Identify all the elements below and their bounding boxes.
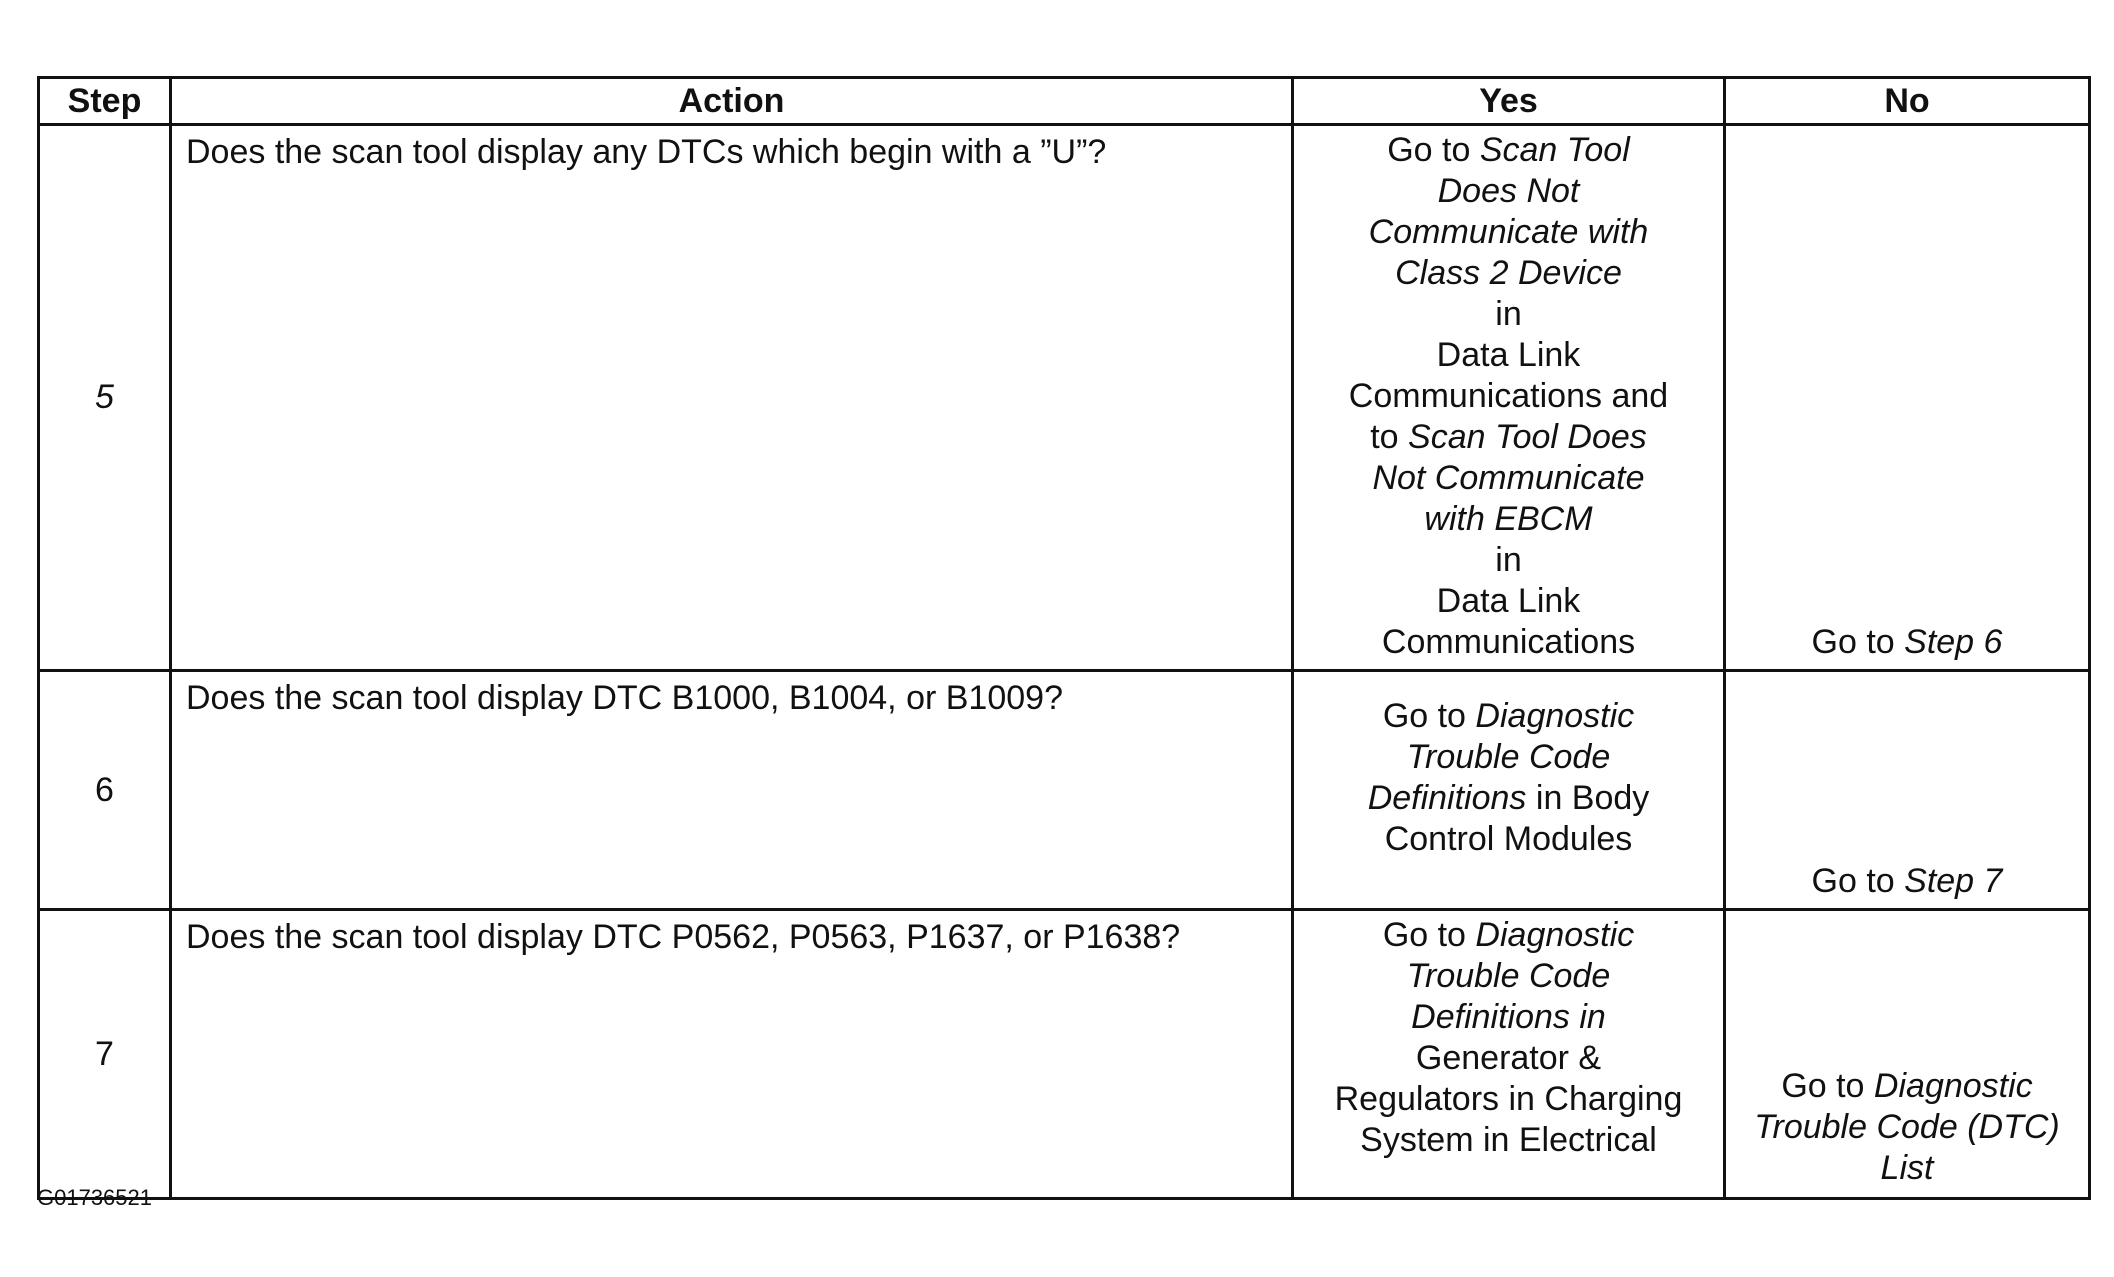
cell-text: Data Link [1436,336,1581,374]
cell-italic-text: Diagnostic [1475,697,1635,735]
cell-line [1726,1066,2088,1107]
yes-cell [1293,125,1725,671]
cell-italic-text: Does Not [1437,172,1580,210]
cell-line [1294,1038,1723,1079]
cell-italic-text: Trouble Code [1406,738,1611,776]
yes-cell [1293,910,1725,1199]
cell-italic-text: Step 6 [1904,623,2003,661]
cell-text: Data Link [1436,582,1581,620]
cell-italic-text: List [1880,1149,1934,1187]
cell-line [1294,417,1723,458]
cell-text: Communications and [1348,377,1669,415]
figure-id: G01736521 [37,1185,152,1210]
cell-text: System in Electrical [1360,1121,1657,1159]
step-number: 6 [39,671,171,910]
cell-italic-text: Communicate with [1368,213,1649,251]
action-text: Does the scan tool display DTC P0562, P0563, P1637, or P1638? [171,910,1293,1199]
cell-text: in [1495,541,1522,579]
diagnostic-table [37,76,2091,1200]
cell-italic-text: Step 7 [1904,862,2003,900]
cell-line [1726,622,2088,663]
cell-line [1294,997,1723,1038]
cell-text: in [1495,295,1522,333]
header-yes: Yes [1293,78,1725,125]
cell-text: Regulators in Charging [1334,1080,1683,1118]
cell-italic-text: Not Communicate [1372,459,1645,497]
cell-line [1294,540,1723,581]
no-cell [1725,910,2090,1199]
cell-line [1294,376,1723,417]
cell-line [1294,1120,1723,1161]
cell-text: Go to [1387,131,1480,169]
cell-italic-text: Diagnostic [1873,1067,2033,1105]
cell-italic-text: with EBCM [1424,500,1593,538]
step-number: 7 [39,910,171,1199]
header-step: Step [39,78,171,125]
cell-line [1294,253,1723,294]
cell-line [1294,1079,1723,1120]
cell-italic-text: Scan Tool [1479,131,1630,169]
cell-line [1294,819,1723,860]
cell-italic-text: Trouble Code (DTC) [1754,1108,2060,1146]
no-cell [1725,125,2090,671]
cell-italic-text: Scan Tool Does [1408,418,1647,456]
cell-line [1726,861,2088,902]
cell-text: Control Modules [1384,820,1633,858]
cell-line [1294,581,1723,622]
cell-line [1294,499,1723,540]
cell-italic-text: Class 2 Device [1395,254,1622,292]
cell-italic-text: Trouble Code [1406,957,1611,995]
table-row [39,671,2090,910]
cell-line [1294,778,1723,819]
yes-cell [1293,671,1725,910]
cell-line [1294,696,1723,737]
cell-text: Go to [1811,862,1905,900]
header-action: Action [171,78,1293,125]
cell-italic-text: Definitions in [1411,998,1606,1036]
cell-text: Generator & [1415,1039,1602,1077]
table-row [39,910,2090,1199]
cell-line [1726,1107,2088,1148]
cell-line [1294,335,1723,376]
step-number: 5 [39,125,171,671]
cell-text: Communications [1381,623,1636,661]
cell-line [1726,1148,2088,1189]
cell-line [1294,130,1723,171]
cell-line [1294,956,1723,997]
no-cell [1725,671,2090,910]
cell-text: Go to [1382,697,1476,735]
cell-line [1294,458,1723,499]
cell-line [1294,212,1723,253]
header-row [39,78,2090,125]
cell-italic-text: Diagnostic [1475,916,1635,954]
cell-line [1294,915,1723,956]
cell-text: to [1370,418,1409,456]
action-text: Does the scan tool display any DTCs which begin with a ”U”? [171,125,1293,671]
cell-italic-text: Definitions [1367,779,1527,817]
cell-text: in Body [1526,779,1650,817]
cell-text: Go to [1781,1067,1874,1105]
cell-text: Go to [1811,623,1905,661]
cell-text: Go to [1382,916,1476,954]
cell-line [1294,294,1723,335]
header-no: No [1725,78,2090,125]
cell-line [1294,622,1723,663]
cell-line [1294,737,1723,778]
table-row [39,125,2090,671]
cell-line [1294,171,1723,212]
action-text: Does the scan tool display DTC B1000, B1004, or B1009? [171,671,1293,910]
